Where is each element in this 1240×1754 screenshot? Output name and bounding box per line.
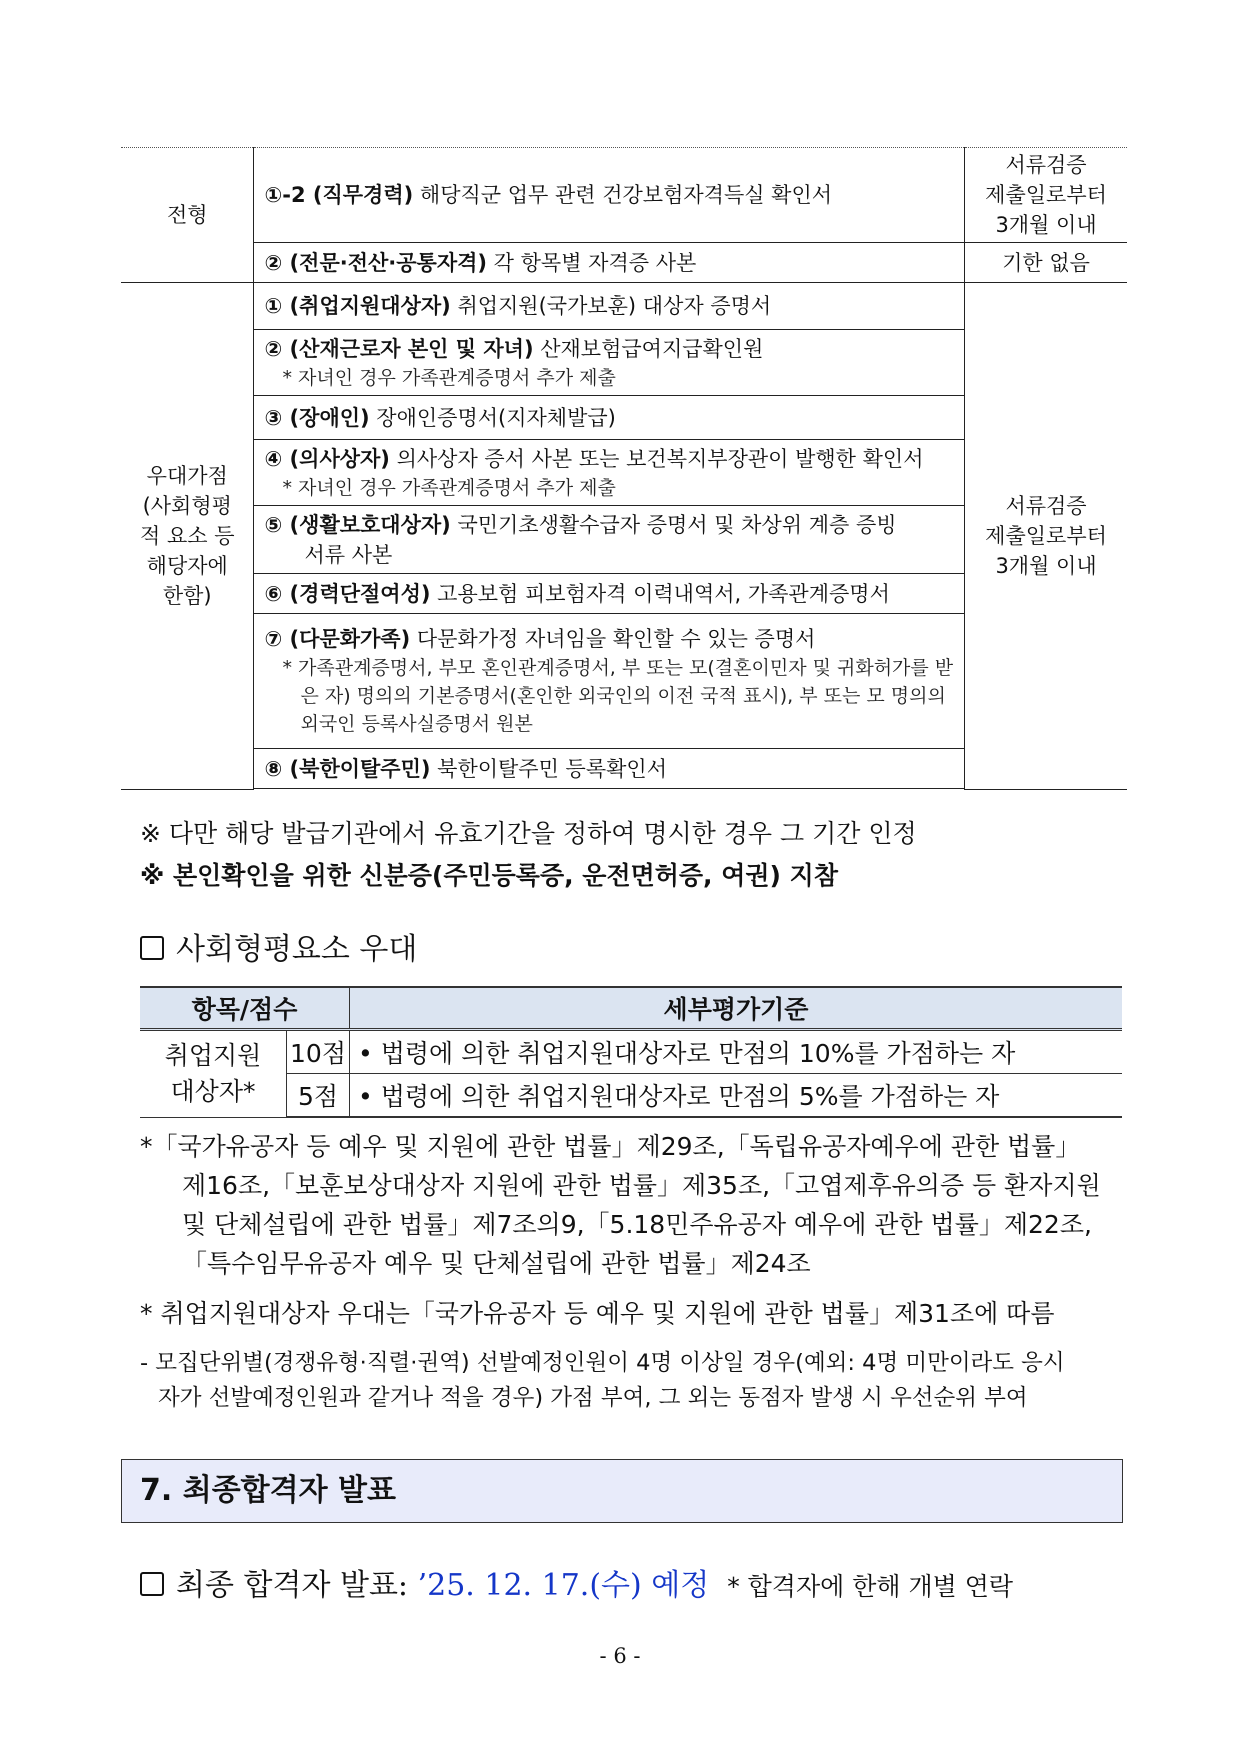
footnote-tiebreak: - 모집단위별(경쟁유형·직렬·권역) 선발예정인원이 4명 이상일 경우(예외: 4명 미만이라도 응시 자가 선발예정인원과 같거나 적을 경우) 가점 부여, 그 외는 동점자 발생 시 우선순위 부여 (140, 1350, 1065, 1411)
final-contact-note: * 합격자에 한해 개별 연락 (727, 1572, 1013, 1601)
final-announcement (140, 1560, 1013, 1604)
page-number: - 6 - (599, 1644, 641, 1668)
pref-criteria: • 법령에 의한 취업지원대상자로 만점의 5%를 가점하는 자 (350, 1074, 1123, 1118)
doc-row: ⑦ (다문화가족) 다문화가정 자녀임을 확인할 수 있는 증명서 * 가족관계증명서, 부모 혼인관계증명서, 부 또는 모(결혼이민자 및 귀화허가를 받은 자) 명의의 기본증명서(혼인한 외국인의 이전 국적 표시), 부 또는 모 명의의 외국인 등록사실증명서 원본 (254, 614, 965, 749)
pref-score: 5점 (287, 1074, 350, 1118)
doc-row: ④ (의사상자) 의사상자 증서 사본 또는 보건복지부장관이 발행한 확인서 * 자녀인 경우 가족관계증명서 추가 제출 (254, 440, 965, 506)
doc-row: ⑤ (생활보호대상자) 국민기초생활수급자 증명서 및 차상위 계층 증빙 서류 사본 (254, 506, 965, 574)
validity-period: 서류검증 제출일로부터 3개월 이내 (965, 283, 1127, 790)
doc-row: ① (취업지원대상자) 취업지원(국가보훈) 대상자 증명서 (254, 283, 965, 330)
footnote-preference: * 취업지원대상자 우대는「국가유공자 등 예우 및 지원에 관한 법률」제31조에 따름 (140, 1299, 1055, 1328)
section-7-heading: 7. 최종합격자 발표 (121, 1459, 1123, 1523)
header-criteria: 세부평가기준 (350, 987, 1123, 1030)
pref-score: 10점 (287, 1030, 350, 1074)
doc-row: ③ (장애인) 장애인증명서(지자체발급) (254, 396, 965, 440)
documents-table (121, 147, 1127, 790)
doc-row: ①-2 (직무경력) 해당직군 업무 관련 건강보험자격득실 확인서 (254, 148, 965, 243)
doc-note: * 자녀인 경우 가족관계증명서 추가 제출 (282, 476, 616, 499)
doc-row: ② (전문·전산·공통자격) 각 항목별 자격증 사본 (254, 243, 965, 283)
doc-note: * 가족관계증명서, 부모 혼인관계증명서, 부 또는 모(결혼이민자 및 귀화허가를 받은 자) 명의의 기본증명서(혼인한 외국인의 이전 국적 표시), 부 또는 모 명의의 외국인 등록사실증명서 원본 (282, 657, 954, 735)
checkbox-square-icon (140, 1572, 164, 1596)
doc-note: * 자녀인 경우 가족관계증명서 추가 제출 (282, 366, 616, 389)
remark-id-card: ※ 본인확인을 위한 신분증(주민등록증, 운전면허증, 여권) 지참 (140, 861, 838, 890)
checkbox-square-icon (140, 936, 164, 960)
doc-row: ⑥ (경력단절여성) 고용보험 피보험자격 이력내역서, 가족관계증명서 (254, 574, 965, 614)
final-label: 최종 합격자 발표: (176, 1568, 418, 1603)
category-screening: 전형 (121, 148, 254, 283)
social-equity-section-title: 사회형평요소 우대 (140, 924, 417, 968)
validity-period: 서류검증 제출일로부터 3개월 이내 (965, 148, 1127, 243)
footnote-laws: *「국가유공자 등 예우 및 지원에 관한 법률」제29조,「독립유공자예우에 관한 법률」 제16조,「보훈보상대상자 지원에 관한 법률」제35조,「고엽제후유의증 등 환자지원 및 단체설립에 관한 법률」제7조의9,「5.18민주유공자 예우에 관한 법률」제22조, 「특수임무유공자 예우 및 단체설립에 관한 법률」제24조 (140, 1132, 1101, 1278)
final-date: ’25. 12. 17.(수) 예정 (417, 1568, 710, 1603)
doc-row: ⑧ (북한이탈주민) 북한이탈주민 등록확인서 (254, 749, 965, 789)
doc-row: ② (산재근로자 본인 및 자녀) 산재보험급여지급확인원 * 자녀인 경우 가족관계증명서 추가 제출 (254, 330, 965, 396)
category-bonus: 우대가점 (사회형평 적 요소 등 해당자에 한함) (121, 283, 254, 790)
pref-item: 취업지원 대상자* (140, 1030, 287, 1118)
preference-table (140, 986, 1122, 1118)
remark-validity: ※ 다만 해당 발급기관에서 유효기간을 정하여 명시한 경우 그 기간 인정 (140, 819, 917, 848)
header-item: 항목/점수 (140, 987, 350, 1030)
pref-criteria: • 법령에 의한 취업지원대상자로 만점의 10%를 가점하는 자 (350, 1030, 1123, 1074)
validity-period: 기한 없음 (965, 243, 1127, 283)
